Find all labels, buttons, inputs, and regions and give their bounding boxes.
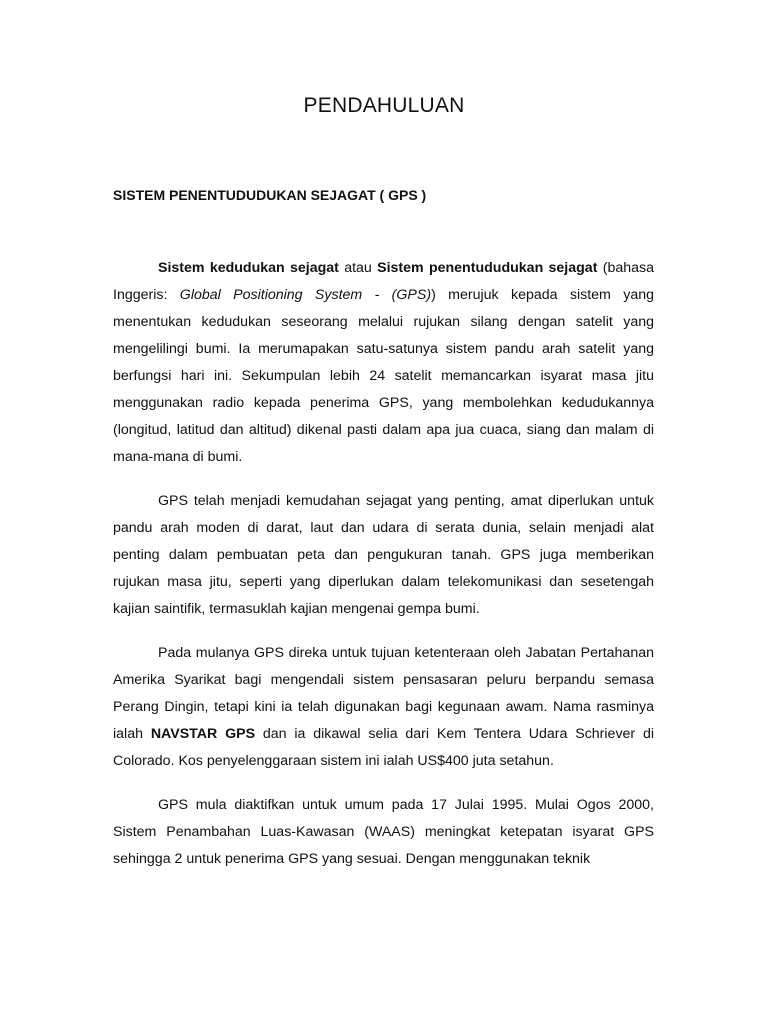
document-body bbox=[113, 255, 654, 890]
paragraph-gps-activation bbox=[113, 792, 654, 873]
text-segment: Global Positioning System - (GPS) bbox=[179, 287, 432, 303]
paragraph-gps-definition bbox=[113, 255, 654, 471]
text-segment: ) merujuk kepada sistem yang menentukan kedudukan seseorang melalui rujukan silang dengan satelit yang mengelilingi bumi. Ia merumapakan satu-satunya sistem pandu arah satelit yang berfungsi hari ini. Sekumpulan lebih 24 satelit memancarkan isyarat masa jitu menggunakan radio kepada penerima GPS, yang membolehkan kedudukannya (longitud, latitud dan altitud) dikenal pasti dalam apa jua cuaca, siang dan malam di mana-mana di bumi. bbox=[113, 287, 654, 465]
text-segment: (bahasa Inggeris: bbox=[113, 260, 654, 303]
paragraph-gps-history bbox=[113, 640, 654, 775]
text-segment: Sistem kedudukan sejagat bbox=[158, 260, 339, 276]
page-title: PENDAHULUAN bbox=[303, 94, 465, 117]
text-segment: Pada mulanya GPS direka untuk tujuan ketenteraan oleh Jabatan Pertahanan Amerika Syarikat bagi mengendali sistem pensasaran peluru berpandu semasa Perang Dingin, tetapi kini ia telah digunakan bagi kegunaan awam. Nama rasminya ialah bbox=[113, 645, 654, 742]
section-heading: SISTEM PENENTUDUDUKAN SEJAGAT ( GPS ) bbox=[113, 187, 427, 203]
text-segment: atau bbox=[338, 260, 378, 276]
text-segment: GPS telah menjadi kemudahan sejagat yang penting, amat diperlukan untuk pandu arah moden di darat, laut dan udara di serata dunia, selain menjadi alat penting dalam pembuatan peta dan pengukuran tanah. GPS juga memberikan rujukan masa jitu, seperti yang diperlukan dalam telekomunikasi dan sesetengah kajian saintifik, termasuklah kajian mengenai gempa bumi. bbox=[113, 493, 654, 617]
text-segment: GPS mula diaktifkan untuk umum pada 17 Julai 1995. Mulai Ogos 2000, Sistem Penambahan Luas-Kawasan (WAAS) meningkat ketepatan isyarat GPS sehingga 2 untuk penerima GPS yang sesuai. Dengan menggunakan teknik bbox=[113, 797, 654, 867]
text-segment: NAVSTAR GPS bbox=[150, 726, 256, 742]
text-segment: dan ia dikawal selia dari Kem Tentera Udara Schriever di Colorado. Kos penyelenggaraan sistem ini ialah US$400 juta setahun. bbox=[113, 726, 655, 769]
paragraph-gps-uses bbox=[113, 488, 654, 623]
text-segment: Sistem penentududukan sejagat bbox=[377, 260, 598, 276]
